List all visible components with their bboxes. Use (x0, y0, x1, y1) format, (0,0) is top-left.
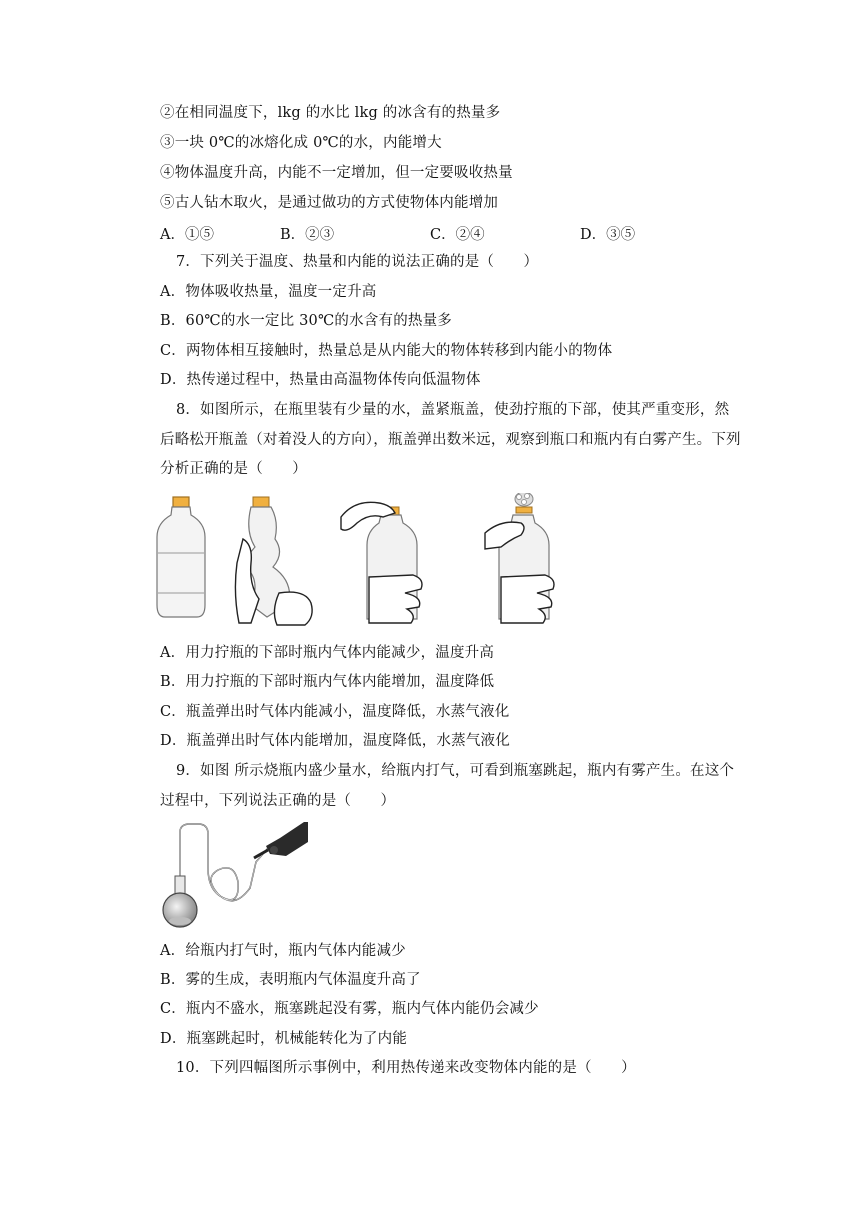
bottle-experiment-figure (155, 493, 575, 628)
bottle-panel-1 (157, 497, 205, 617)
bottle-panel-2 (235, 497, 312, 625)
q7-option-c[interactable]: C．两物体相互接触时，热量总是从内能大的物体转移到内能小的物体 (160, 343, 613, 359)
q9-option-c[interactable]: C．瓶内不盛水，瓶塞跳起没有雾，瓶内气体内能仍会减少 (160, 1001, 539, 1017)
q6-option-a[interactable]: A．①⑤ (160, 227, 214, 243)
q8-stem-line2: 后略松开瓶盖（对着没人的方向），瓶盖弹出数米远，观察到瓶口和瓶内有白雾产生。下列 (160, 432, 741, 448)
statement-2: ②在相同温度下，lkg 的水比 lkg 的冰含有的热量多 (160, 105, 501, 121)
q7-option-a[interactable]: A．物体吸收热量，温度一定升高 (160, 284, 377, 300)
q6-option-b[interactable]: B．②③ (280, 227, 335, 243)
statement-4: ④物体温度升高，内能不一定增加，但一定要吸收热量 (160, 165, 513, 181)
q9-option-d[interactable]: D．瓶塞跳起时，机械能转化为了内能 (160, 1031, 408, 1047)
q8-stem-line3: 分析正确的是（ ） (160, 461, 307, 477)
q9-option-a[interactable]: A．给瓶内打气时，瓶内气体内能减少 (160, 943, 406, 959)
bottle-panel-4 (485, 493, 554, 623)
statement-5: ⑤古人钻木取火，是通过做功的方式使物体内能增加 (160, 195, 499, 211)
bottle-panel-3 (341, 502, 422, 623)
q8-option-c[interactable]: C．瓶盖弹出时气体内能减小，温度降低，水蒸气液化 (160, 704, 510, 720)
q9-stem-line2: 过程中，下列说法正确的是（ ） (160, 793, 396, 809)
q8-option-a[interactable]: A．用力拧瓶的下部时瓶内气体内能减少，温度升高 (160, 645, 495, 661)
q7-option-b[interactable]: B．60℃的水一定比 30℃的水含有的热量多 (160, 313, 453, 329)
q7-option-d[interactable]: D．热传递过程中，热量由高温物体传向低温物体 (160, 372, 481, 388)
q10-stem: 10．下列四幅图所示事例中，利用热传递来改变物体内能的是（ ） (176, 1060, 636, 1076)
flask-pump-figure (158, 818, 308, 930)
q9-option-b[interactable]: B．雾的生成，表明瓶内气体温度升高了 (160, 972, 421, 988)
q8-option-b[interactable]: B．用力拧瓶的下部时瓶内气体内能增加，温度降低 (160, 674, 495, 690)
q6-option-d[interactable]: D．③⑤ (580, 227, 636, 243)
q7-stem: 7．下列关于温度、热量和内能的说法正确的是（ ） (176, 254, 539, 270)
q6-option-c[interactable]: C．②④ (430, 227, 485, 243)
q9-stem-line1: 9．如图 所示烧瓶内盛少量水，给瓶内打气，可看到瓶塞跳起，瓶内有雾产生。在这个 (176, 763, 735, 779)
q8-stem-line1: 8．如图所示，在瓶里装有少量的水，盖紧瓶盖，使劲拧瓶的下部，使其严重变形，然 (176, 402, 730, 418)
q8-option-d[interactable]: D．瓶盖弹出时气体内能增加，温度降低，水蒸气液化 (160, 733, 510, 749)
statement-3: ③一块 0℃的冰熔化成 0℃的水，内能增大 (160, 135, 442, 151)
q6-options (160, 223, 720, 243)
